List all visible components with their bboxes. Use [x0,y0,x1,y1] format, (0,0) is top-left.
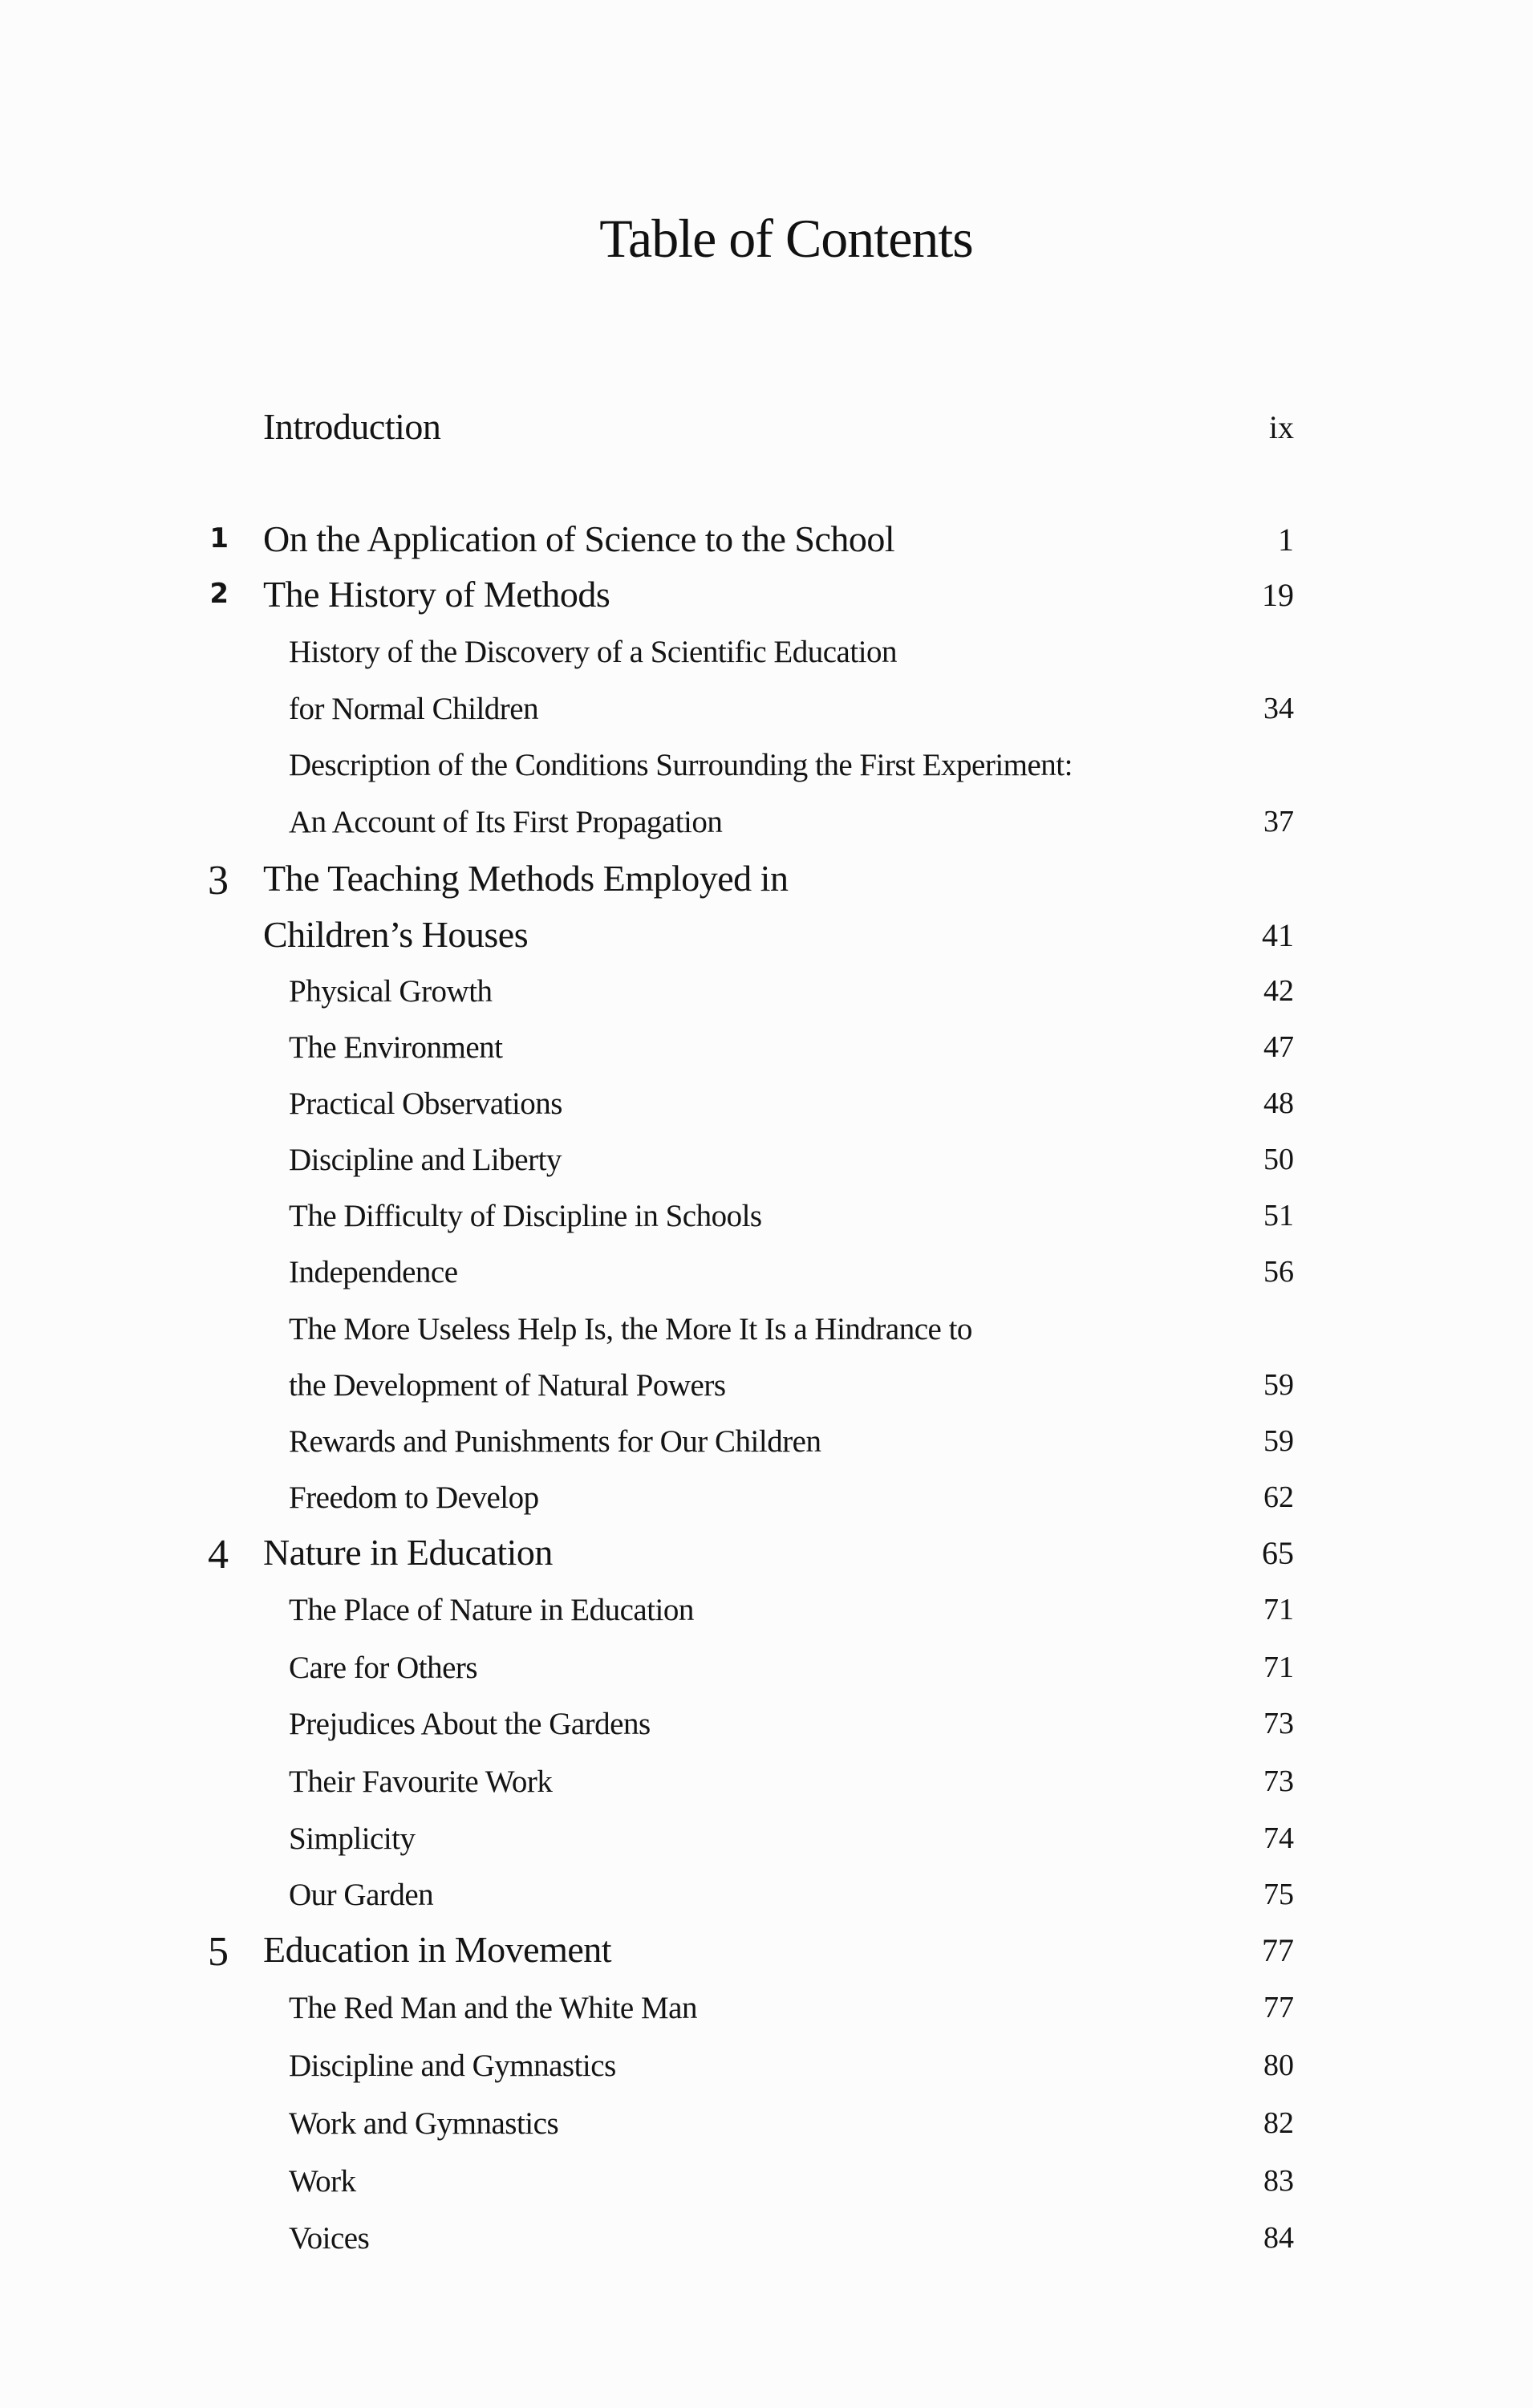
toc-section-entry [0,1760,1533,1809]
chapter-number: 1 [209,522,229,554]
entry-title: The Difficulty of Discipline in Schools [289,1199,762,1233]
page-number: 84 [1263,2221,1294,2255]
page-number: 74 [1263,1821,1294,1855]
entry-title: Physical Growth [289,974,493,1009]
toc-section-entry [0,1139,1533,1187]
entry-title: The More Useless Help Is, the More It Is a Hindrance to [289,1312,972,1346]
page-number: 34 [1263,692,1294,725]
toc-section-entry [0,1817,1533,1866]
page-number: 59 [1263,1368,1294,1402]
entry-title: Voices [289,2221,370,2256]
toc-chapter-entry [0,405,1533,453]
toc-chapter-entry [0,857,1533,905]
entry-title: Work and Gymnastics [289,2106,559,2141]
page-number: 51 [1263,1199,1294,1232]
page-number: 56 [1263,1255,1294,1289]
page-number: 82 [1263,2106,1294,2140]
entry-title: History of the Discovery of a Scientific Education [289,635,898,669]
toc-section-entry [0,2045,1533,2093]
entry-title: Their Favourite Work [289,1764,553,1799]
toc-chapter-entry [0,1928,1533,1976]
entry-title: The Red Man and the White Man [289,1991,697,2025]
entry-title: On the Application of Science to the School [263,518,895,559]
entry-title: Discipline and Liberty [289,1143,562,1177]
toc-section-entry [0,1874,1533,1922]
toc-chapter-entry [0,518,1533,566]
toc-section-entry [0,1589,1533,1637]
toc-section-entry [0,1647,1533,1695]
toc-chapter-entry [0,1531,1533,1579]
entry-title: Freedom to Develop [289,1480,539,1515]
entry-title: The Place of Nature in Education [289,1593,694,1627]
toc-section-entry [0,1026,1533,1074]
toc-section-entry [0,2102,1533,2150]
entry-title: The Environment [289,1030,503,1065]
toc-section-entry [0,1251,1533,1299]
toc-chapter-entry [0,573,1533,621]
page-number: 71 [1263,1651,1294,1684]
page-number: ix [1268,409,1294,445]
entry-title: The History of Methods [263,574,610,615]
entry-title: Rewards and Punishments for Our Children [289,1424,821,1459]
chapter-number: 3 [208,858,229,904]
page-number: 59 [1263,1424,1294,1458]
page-number: 77 [1263,1991,1294,2024]
entry-title: Introduction [263,406,441,447]
page-number: 83 [1263,2164,1294,2198]
toc-section-entry [0,801,1533,849]
entry-title: Nature in Education [263,1532,553,1573]
page-number: 50 [1263,1143,1294,1176]
toc-chapter-entry [0,913,1533,961]
page-number: 62 [1263,1480,1294,1514]
toc-section-entry [0,2217,1533,2265]
page-number: 19 [1262,577,1294,613]
toc-section-entry [0,631,1533,679]
page-number: 73 [1263,1764,1294,1798]
toc-section-entry [0,1082,1533,1131]
page-number: 48 [1263,1086,1294,1120]
page-number: 71 [1263,1593,1294,1626]
page-number: 41 [1262,917,1294,953]
entry-title: for Normal Children [289,692,539,726]
toc-section-entry [0,1420,1533,1468]
page-title: Table of Contents [599,208,973,269]
entry-title: Children’s Houses [263,914,529,955]
entry-title: Work [289,2164,356,2199]
entry-title: Independence [289,1255,458,1289]
entry-title: The Teaching Methods Employed in [263,858,789,899]
page-number: 47 [1263,1030,1294,1064]
entry-title: the Development of Natural Powers [289,1368,726,1403]
page-number: 77 [1262,1932,1294,1968]
page-number: 37 [1263,805,1294,839]
entry-title: Practical Observations [289,1086,562,1121]
toc-section-entry [0,1703,1533,1751]
chapter-number: 4 [208,1532,229,1578]
entry-title: Care for Others [289,1651,478,1685]
entry-title: Education in Movement [263,1929,612,1970]
chapter-number: 5 [208,1929,229,1975]
chapter-number: 2 [209,578,229,610]
toc-section-entry [0,1195,1533,1243]
toc-section-entry [0,2160,1533,2208]
page-number: 1 [1278,522,1294,558]
toc-section-entry [0,970,1533,1018]
entry-title: Description of the Conditions Surrounding the First Experiment: [289,748,1073,782]
entry-title: Discipline and Gymnastics [289,2049,616,2083]
toc-section-entry [0,1308,1533,1356]
page-number: 73 [1263,1707,1294,1740]
page-number: 65 [1262,1535,1294,1571]
page-number: 80 [1263,2049,1294,2082]
toc-section-entry [0,1476,1533,1525]
entry-title: Simplicity [289,1821,416,1856]
page-number: 75 [1263,1878,1294,1911]
page-number: 42 [1263,974,1294,1008]
entry-title: An Account of Its First Propagation [289,805,723,839]
toc-section-entry [0,1987,1533,2035]
entry-title: Prejudices About the Gardens [289,1707,651,1741]
toc-section-entry [0,744,1533,792]
toc-section-entry [0,1364,1533,1412]
entry-title: Our Garden [289,1878,434,1912]
toc-section-entry [0,688,1533,736]
